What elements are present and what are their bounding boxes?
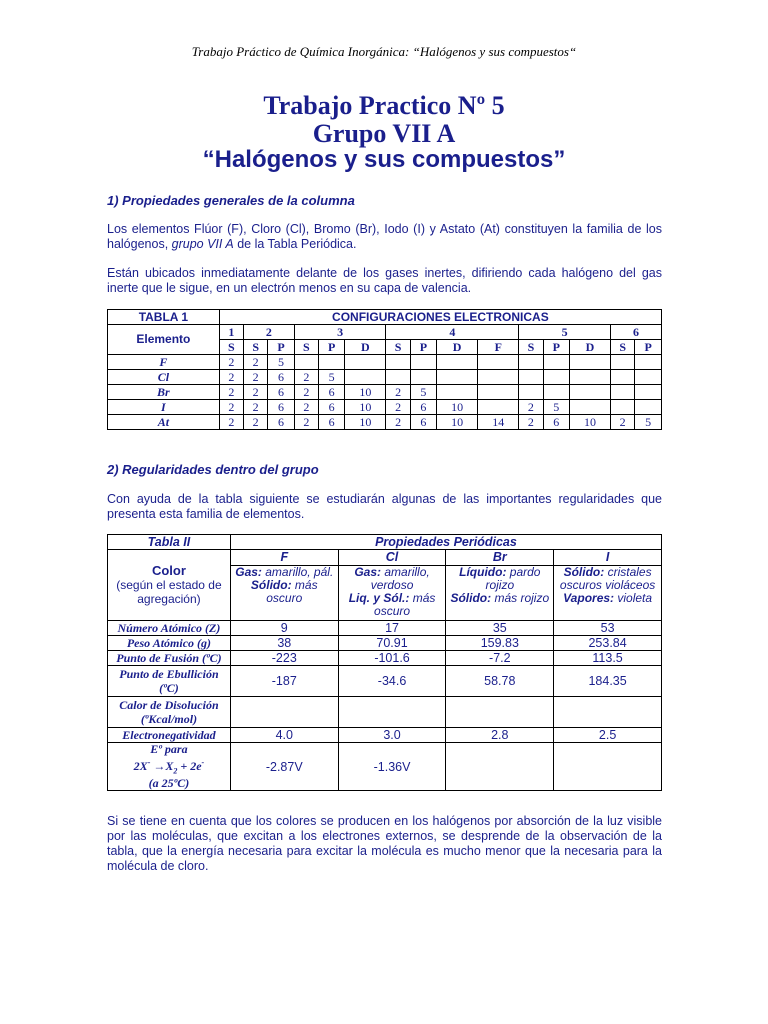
t2-row-label: Peso Atómico (g): [108, 636, 231, 651]
t2-cell: 70.91: [338, 636, 446, 651]
t1-cell: 2: [219, 370, 243, 385]
t1-cell: 2: [611, 415, 635, 430]
state-desc: más oscuro: [374, 590, 436, 618]
t1-cell: [569, 385, 610, 400]
state-desc: violeta: [614, 590, 653, 605]
t2-color-cell: [554, 565, 662, 620]
t2-cell: -2.87V: [230, 743, 338, 791]
t2-cell: 2.8: [446, 728, 554, 743]
title-line-3: “Halógenos y sus compuestos”: [202, 146, 566, 173]
t1-cell: 2: [219, 385, 243, 400]
table-row: [108, 370, 662, 385]
t1-cell: 6: [268, 370, 294, 385]
t2-color-cell: [230, 565, 338, 620]
t1-cell: [478, 385, 519, 400]
t1-cell: 6: [268, 385, 294, 400]
t1-subshell: P: [635, 340, 662, 355]
t1-cell: [519, 385, 543, 400]
t1-shell-row: [108, 325, 662, 340]
t1-cell: 2: [244, 400, 268, 415]
eo-sup: -: [147, 758, 151, 767]
section-1-heading: 1) Propiedades generales de la columna: [107, 193, 355, 208]
t1-cell: [569, 355, 610, 370]
title-line-2: Grupo VII A: [312, 119, 456, 148]
eo-2e: + 2e: [177, 759, 202, 773]
t1-cell: 2: [219, 415, 243, 430]
t2-eo-label: [108, 743, 231, 791]
t2-color-cell: [338, 565, 446, 620]
t1-cell: [543, 355, 569, 370]
t1-cell: 6: [543, 415, 569, 430]
t2-title-row: [108, 535, 662, 550]
page-header: Trabajo Práctico de Química Inorgánica: “Halógenos y sus compuestos“: [191, 44, 577, 59]
t1-cell: [611, 355, 635, 370]
t1-cell: [437, 370, 478, 385]
t1-cell: [569, 400, 610, 415]
state: Gas:: [235, 564, 262, 579]
t2-cell: -223: [230, 651, 338, 666]
t2-cell: [554, 697, 662, 728]
t1-cell: [437, 355, 478, 370]
t1-subshell: D: [345, 340, 386, 355]
color-state-1: [556, 566, 659, 592]
t1-shell: 4: [386, 325, 519, 340]
t1-cell: 6: [410, 415, 436, 430]
t1-subshell: S: [244, 340, 268, 355]
color-state-2: [448, 592, 551, 605]
t2-title: Propiedades Periódicas: [230, 535, 661, 550]
state-desc: cristales oscuros violáceos: [559, 564, 656, 592]
t1-cell: 6: [318, 415, 344, 430]
t1-cell: 2: [244, 355, 268, 370]
t2-cell: -34.6: [338, 666, 446, 697]
color-state-2: [233, 579, 336, 605]
t2-row-label: Punto de Fusión (ºC): [108, 651, 231, 666]
t1-cell: 2: [294, 400, 318, 415]
color-state-1: [341, 566, 444, 592]
t1-shell: 3: [294, 325, 386, 340]
t1-title-row: [108, 310, 662, 325]
t1-cell: 2: [519, 415, 543, 430]
t2-color-cell: [446, 565, 554, 620]
t1-cell: 2: [244, 370, 268, 385]
state: Gas:: [354, 564, 382, 579]
t2-cell: 58.78: [446, 666, 554, 697]
t1-shell: 2: [244, 325, 295, 340]
t1-cell: [478, 355, 519, 370]
t1-subshell: S: [219, 340, 243, 355]
t1-cell: 6: [268, 400, 294, 415]
state: Liq. y Sól.:: [348, 590, 410, 605]
table-row: [108, 666, 662, 697]
t1-cell: 5: [318, 370, 344, 385]
t1-cell: 6: [268, 415, 294, 430]
t1-element: I: [108, 400, 220, 415]
color-label: Color: [151, 563, 186, 578]
t1-cell: 6: [410, 400, 436, 415]
table-row: [108, 385, 662, 400]
color-state-2: [556, 592, 659, 605]
t2-row-label: Punto de Ebullición (ºC): [108, 666, 231, 697]
t1-subshell: P: [543, 340, 569, 355]
t1-cell: 2: [244, 385, 268, 400]
color-state-1: [448, 566, 551, 592]
t1-cell: [635, 400, 662, 415]
t2-row-label: Electronegatividad: [108, 728, 231, 743]
t1-subshell: S: [611, 340, 635, 355]
t1-cell: [635, 355, 662, 370]
t1-element: At: [108, 415, 220, 430]
t1-cell: 2: [386, 385, 410, 400]
t1-subshell: P: [268, 340, 294, 355]
t1-subshell: S: [386, 340, 410, 355]
t1-cell: 2: [294, 385, 318, 400]
eo-l2: [110, 756, 228, 777]
periodic-properties-table: [107, 534, 662, 791]
t1-cell: [519, 355, 543, 370]
table-row: [108, 400, 662, 415]
t1-label: TABLA 1: [108, 310, 220, 325]
t1-shell: 1: [219, 325, 243, 340]
t1-cell: [478, 400, 519, 415]
t1-cell: [569, 370, 610, 385]
t2-row-label: Calor de Disolución (ºKcal/mol): [108, 697, 231, 728]
t1-cell: [345, 355, 386, 370]
t1-subshell: S: [519, 340, 543, 355]
t1-cell: [437, 385, 478, 400]
t1-subshell: P: [410, 340, 436, 355]
t1-element: Br: [108, 385, 220, 400]
t1-cell: 2: [219, 355, 243, 370]
t2-element-row: [108, 550, 662, 566]
table-row: [108, 636, 662, 651]
t1-cell: [345, 370, 386, 385]
t1-cell: 5: [410, 385, 436, 400]
t1-cell: [294, 355, 318, 370]
t1-subshell: D: [569, 340, 610, 355]
t2-cell: [230, 697, 338, 728]
t1-cell: 14: [478, 415, 519, 430]
t1-cell: 2: [244, 415, 268, 430]
table-row: [108, 743, 662, 791]
t2-cell: -7.2: [446, 651, 554, 666]
color-sub: (según el estado de agregación): [116, 578, 222, 606]
section-2-heading: 2) Regularidades dentro del grupo: [107, 462, 319, 477]
t1-cell: [611, 385, 635, 400]
t2-cell: 2.5: [554, 728, 662, 743]
t1-cell: [611, 400, 635, 415]
t1-subshell: D: [437, 340, 478, 355]
section-2-paragraph-1: Con ayuda de la tabla siguiente se estudiarán algunas de las importantes regularidades que presenta esta familia de elementos.: [107, 492, 662, 521]
t1-cell: 2: [386, 415, 410, 430]
t1-cell: 2: [386, 400, 410, 415]
section-1-paragraph-1: Los elementos Flúor (F), Cloro (Cl), Bromo (Br), Iodo (I) y Astato (At) constituyen la familia de los halógenos, grupo VII A de la Tabla Periódica.: [107, 222, 662, 251]
t1-cell: [635, 370, 662, 385]
section-1-paragraph-2: Están ubicados inmediatamente delante de los gases inertes, difiriendo cada halógeno del gas inerte que le sigue, en un electrón menos en su capa de valencia.: [107, 266, 662, 295]
t1-cell: [635, 385, 662, 400]
t1-cell: [543, 385, 569, 400]
t1-cell: [519, 370, 543, 385]
t2-cell: 53: [554, 621, 662, 636]
t1-element-header: Elemento: [108, 325, 220, 355]
t2-element: F: [230, 550, 338, 566]
table-row: [108, 728, 662, 743]
table-row: [108, 415, 662, 430]
t1-cell: [318, 355, 344, 370]
t2-cell: [554, 743, 662, 791]
state: Líquido:: [459, 564, 507, 579]
t1-cell: 10: [345, 385, 386, 400]
t1-subshell: F: [478, 340, 519, 355]
t2-element: I: [554, 550, 662, 566]
t1-cell: [386, 355, 410, 370]
eo-l3: (a 25ºC): [148, 776, 190, 791]
eo-sup2: -: [201, 758, 205, 767]
state: Vapores:: [563, 590, 615, 605]
t1-cell: 5: [543, 400, 569, 415]
table-row: [108, 651, 662, 666]
t2-cell: 38: [230, 636, 338, 651]
state-desc: más rojizo: [491, 590, 550, 605]
t2-cell: 184.35: [554, 666, 662, 697]
section-2-paragraph-2: Si se tiene en cuenta que los colores se producen en los halógenos por absorción de la luz visible por las moléculas, que excitan a los electrones externos, se desprende de la observación de la tabla, que la energía necesaria para excitar la molécula es mucho menor que la necesaria para la molécula de cloro.: [107, 814, 662, 873]
t2-cell: 4.0: [230, 728, 338, 743]
t1-cell: 10: [437, 415, 478, 430]
state: Sólido:: [250, 577, 292, 592]
t1-shell: 6: [611, 325, 662, 340]
t2-cell: 159.83: [446, 636, 554, 651]
t1-subshell: P: [318, 340, 344, 355]
state: Sólido:: [563, 564, 605, 579]
t2-cell: [446, 743, 554, 791]
t1-cell: 2: [519, 400, 543, 415]
table-row: [108, 355, 662, 370]
t2-cell: 113.5: [554, 651, 662, 666]
state-desc: amarillo, pál.: [261, 564, 334, 579]
t2-cell: -187: [230, 666, 338, 697]
t1-cell: [410, 370, 436, 385]
t2-cell: 3.0: [338, 728, 446, 743]
state-desc: amarillo, verdoso: [370, 564, 430, 592]
t1-title: CONFIGURACIONES ELECTRONICAS: [219, 310, 661, 325]
t1-cell: [543, 370, 569, 385]
state-desc: pardo rojizo: [485, 564, 541, 592]
t2-cell: 35: [446, 621, 554, 636]
t2-cell: 9: [230, 621, 338, 636]
color-state-2: [341, 592, 444, 618]
t1-cell: 10: [345, 415, 386, 430]
t2-cell: -101.6: [338, 651, 446, 666]
t2-cell: [446, 697, 554, 728]
electron-config-table: [107, 309, 662, 430]
t1-cell: 10: [345, 400, 386, 415]
state: Sólido:: [450, 590, 492, 605]
t1-subshell: S: [294, 340, 318, 355]
t1-shell: 5: [519, 325, 611, 340]
t2-element: Cl: [338, 550, 446, 566]
t2-element: Br: [446, 550, 554, 566]
t1-cell: 2: [294, 415, 318, 430]
t1-cell: 5: [635, 415, 662, 430]
t1-cell: [478, 370, 519, 385]
t2-row-label: Número Atómico (Z): [108, 621, 231, 636]
eo-l1: Eº para: [150, 742, 188, 756]
table-row: [108, 697, 662, 728]
t1-cell: 2: [294, 370, 318, 385]
t1-cell: 10: [437, 400, 478, 415]
t2-cell: [338, 697, 446, 728]
t2-label: Tabla II: [108, 535, 231, 550]
t2-cell: 17: [338, 621, 446, 636]
t2-color-label: [108, 550, 231, 621]
eo-arrow: →X: [150, 759, 174, 773]
t1-cell: [386, 370, 410, 385]
t1-cell: 6: [318, 400, 344, 415]
t1-element: Cl: [108, 370, 220, 385]
t1-cell: [611, 370, 635, 385]
title-line-1: Trabajo Practico Nº 5: [263, 91, 505, 120]
t1-element: F: [108, 355, 220, 370]
t1-cell: 2: [219, 400, 243, 415]
t1-cell: 6: [318, 385, 344, 400]
eo-sub: 2: [173, 766, 178, 776]
t1-cell: 5: [268, 355, 294, 370]
t1-cell: [410, 355, 436, 370]
table-row: [108, 621, 662, 636]
t1-cell: 10: [569, 415, 610, 430]
state-desc: más oscuro: [266, 577, 318, 605]
eo-2x: 2X: [133, 759, 148, 773]
t2-cell: 253.84: [554, 636, 662, 651]
t2-cell: -1.36V: [338, 743, 446, 791]
